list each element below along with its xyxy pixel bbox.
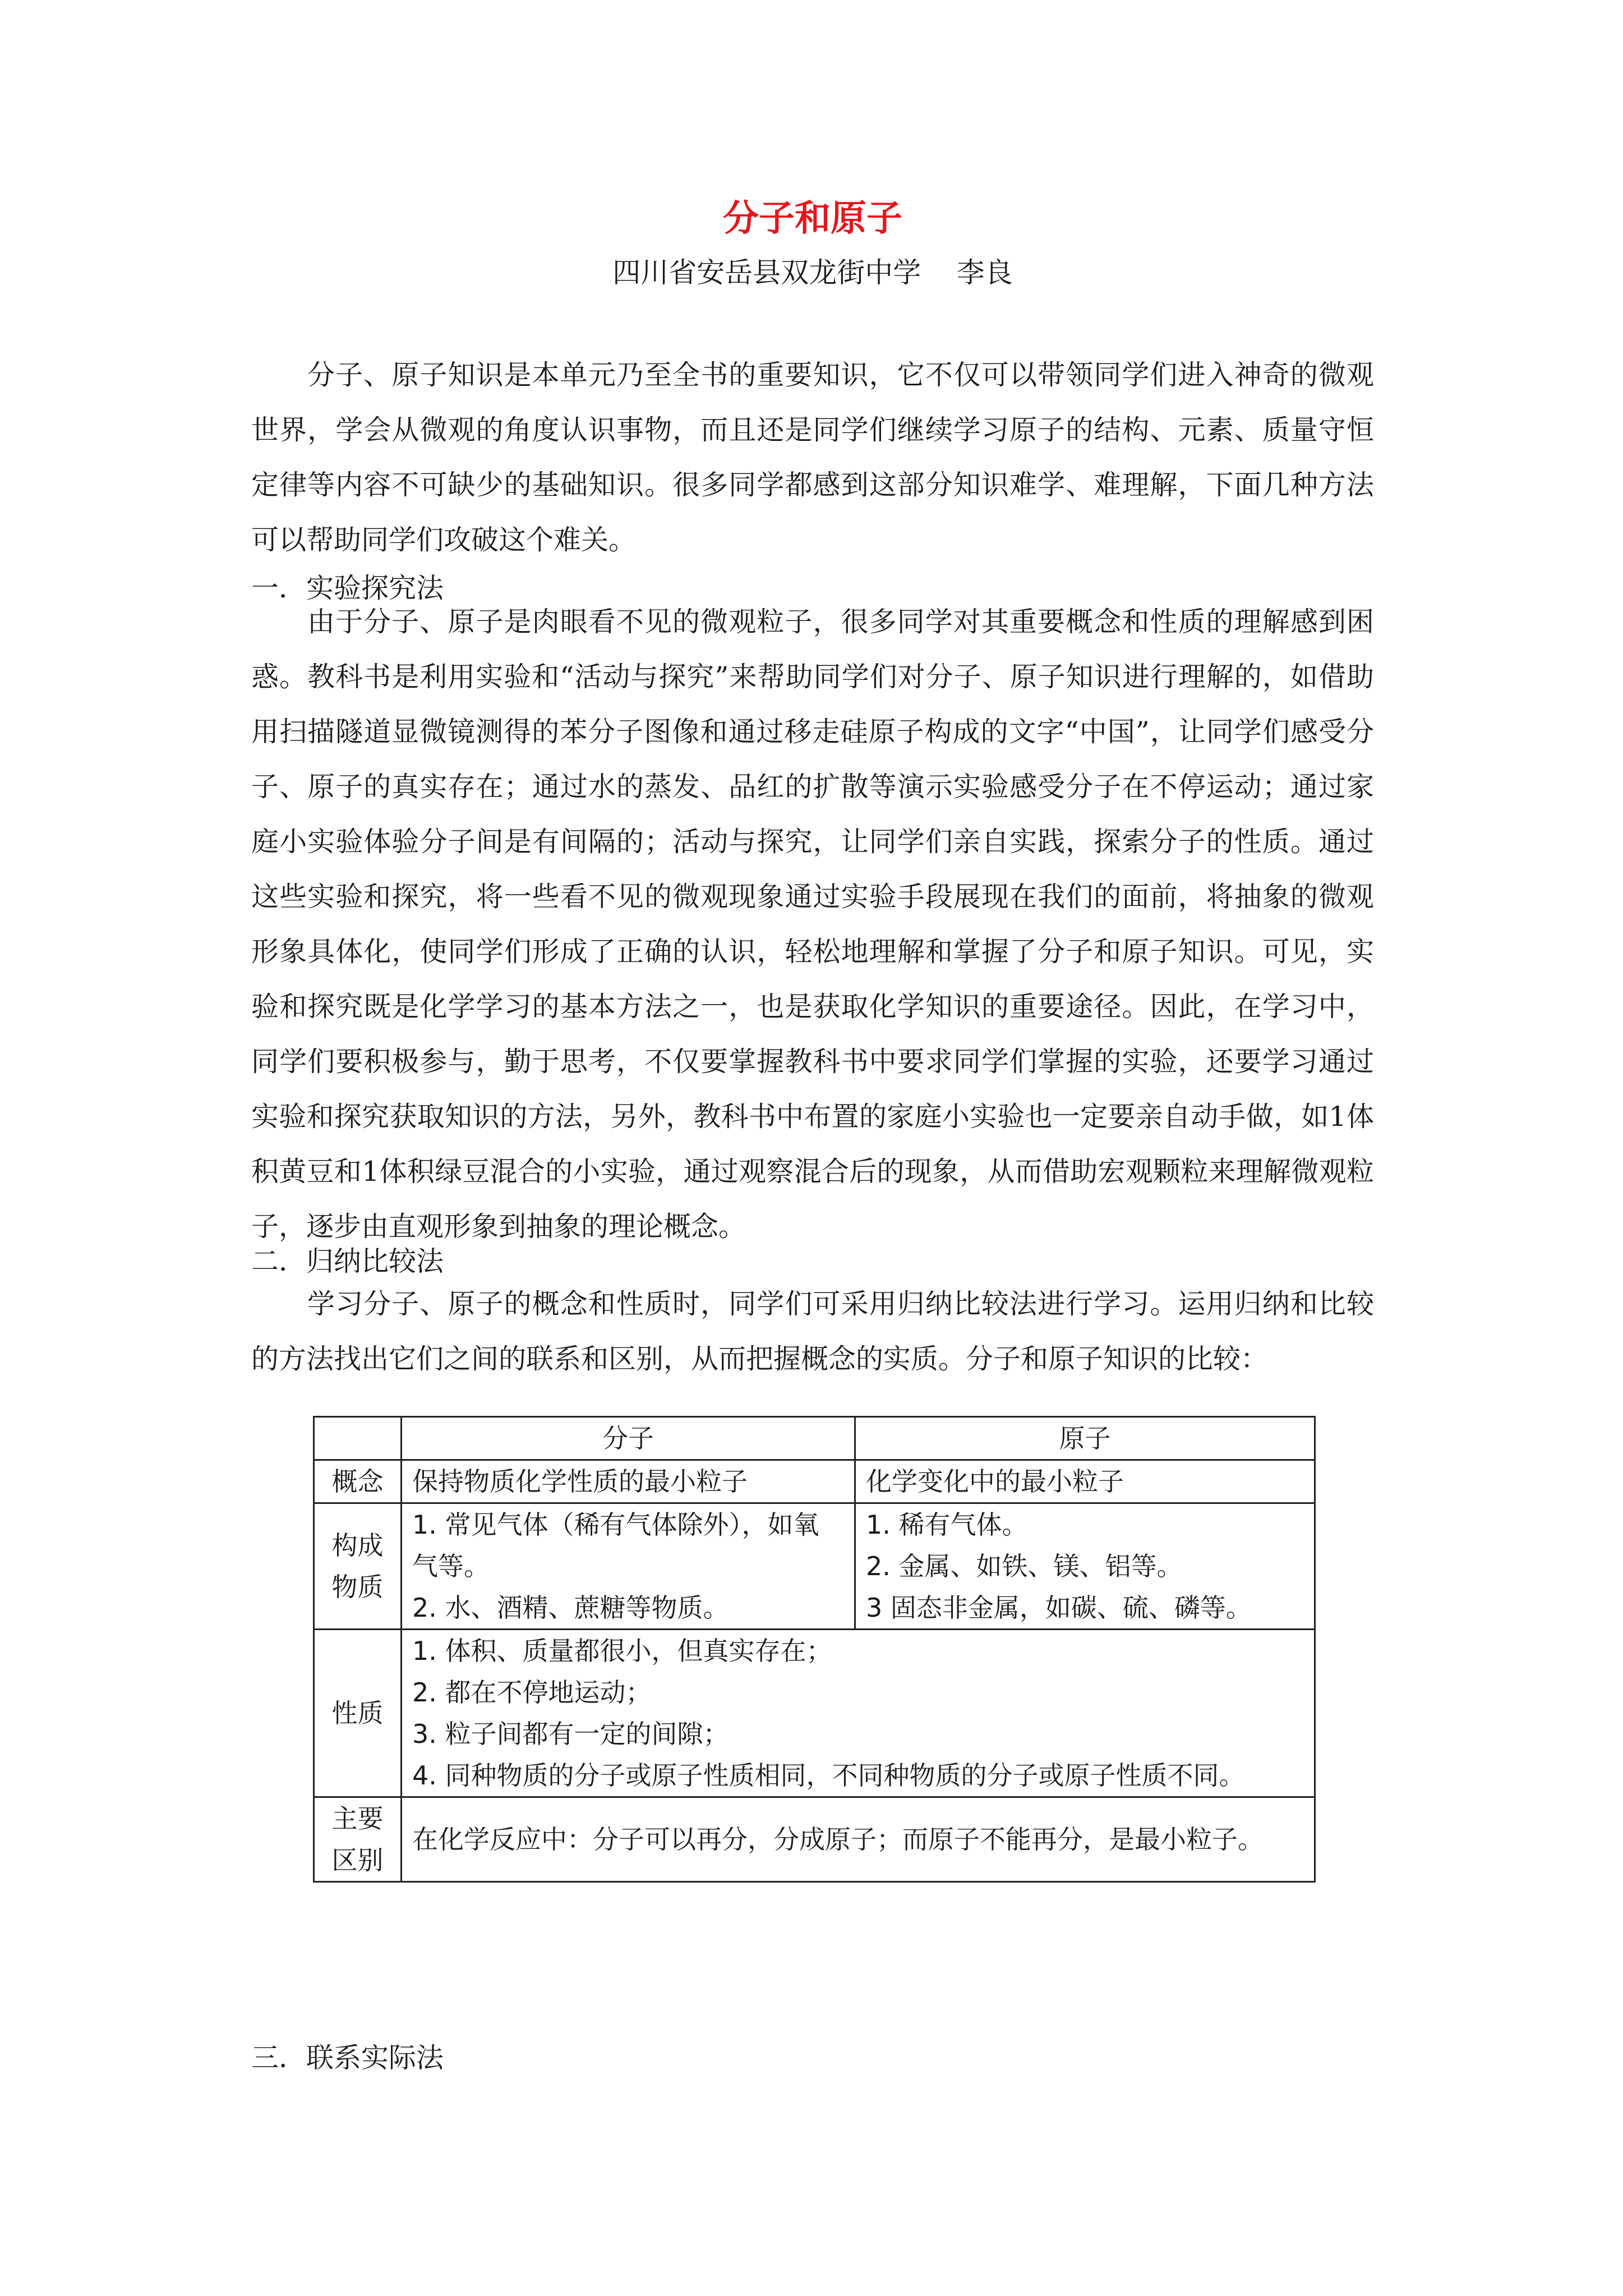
composition-atom-item: 1. 稀有气体。 — [866, 1510, 1028, 1540]
property-item: 2. 都在不停地运动； — [412, 1677, 652, 1708]
property-item: 1. 体积、质量都很小，但真实存在； — [412, 1636, 832, 1666]
composition-atom-item: 3 固态非金属，如碳、硫、磷等。 — [866, 1593, 1252, 1623]
property-item: 4. 同种物质的分子或原子性质相同，不同种物质的分子或原子性质不同。 — [412, 1760, 1245, 1791]
composition-molecule — [402, 1503, 855, 1630]
section-heading-comparison: 二．归纳比较法 — [251, 1245, 444, 1277]
table-header-row — [314, 1417, 1315, 1460]
table-row-composition — [314, 1503, 1315, 1630]
table-row-difference — [314, 1797, 1315, 1882]
table-row-concept — [314, 1460, 1315, 1503]
section-body-comparison: 学习分子、原子的概念和性质时，同学们可采用归纳比较法进行学习。运用归纳和比较的方法找出它们之间的联系和区别，从而把握概念的实质。分子和原子知识的比较： — [251, 1288, 1374, 1375]
document-title: 分子和原子 — [723, 198, 902, 240]
table-row-properties — [314, 1630, 1315, 1797]
section-heading-experiment: 一．实验探究法 — [251, 572, 444, 604]
table-header-atom: 原子 — [855, 1417, 1315, 1460]
table-corner-cell — [314, 1417, 402, 1460]
row-label-difference: 主要区别 — [314, 1797, 402, 1882]
composition-atom — [855, 1503, 1315, 1630]
concept-atom: 化学变化中的最小粒子 — [855, 1460, 1315, 1503]
section-heading-practice: 三．联系实际法 — [251, 2042, 444, 2074]
concept-molecule: 保持物质化学性质的最小粒子 — [402, 1460, 855, 1503]
author-byline: 四川省安岳县双龙街中学 李良 — [612, 256, 1013, 289]
composition-molecule-item: 2. 水、酒精、蔗糖等物质。 — [412, 1593, 729, 1623]
row-label-properties: 性质 — [314, 1630, 402, 1797]
row-label-composition: 构成物质 — [314, 1503, 402, 1630]
difference-text: 在化学反应中：分子可以再分，分成原子；而原子不能再分，是最小粒子。 — [402, 1797, 1315, 1882]
comparison-table — [313, 1416, 1316, 1883]
properties-shared — [402, 1630, 1315, 1797]
table-header-molecule: 分子 — [402, 1417, 855, 1460]
composition-atom-item: 2. 金属、如铁、镁、铝等。 — [866, 1551, 1183, 1581]
section-body-experiment: 由于分子、原子是肉眼看不见的微观粒子，很多同学对其重要概念和性质的理解感到困惑。教科书是利用实验和“活动与探究”来帮助同学们对分子、原子知识进行理解的，如借助用扫描隧道显微镜测得的苯分子图像和通过移走硅原子构成的文字“中国”，让同学们感受分子、原子的真实存在；通过水的蒸发、品红的扩散等演示实验感受分子在不停运动；通过家庭小实验体验分子间是有间隔的；活动与探究，让同学们亲自实践，探索分子的性质。通过这些实验和探究，将一些看不见的微观现象通过实验手段展现在我们的面前，将抽象的微观形象具体化，使同学们形成了正确的认识，轻松地理解和掌握了分子和原子知识。可见，实验和探究既是化学学习的基本方法之一，也是获取化学知识的重要途径。因此，在学习中，同学们要积极参与，勤于思考，不仅要掌握教科书中要求同学们掌握的实验，还要学习通过实验和探究获取知识的方法，另外，教科书中布置的家庭小实验也一定要亲自动手做，如1体积黄豆和1体积绿豆混合的小实验，通过观察混合后的现象，从而借助宏观颗粒来理解微观粒子，逐步由直观形象到抽象的理论概念。 — [251, 606, 1374, 1243]
intro-paragraph: 分子、原子知识是本单元乃至全书的重要知识，它不仅可以带领同学们进入神奇的微观世界，学会从微观的角度认识事物，而且还是同学们继续学习原子的结构、元素、质量守恒定律等内容不可缺少的基础知识。很多同学都感到这部分知识难学、难理解，下面几种方法可以帮助同学们攻破这个难关。 — [251, 359, 1374, 556]
row-label-concept: 概念 — [314, 1460, 402, 1503]
composition-molecule-item: 1. 常见气体（稀有气体除外），如氧气等。 — [412, 1510, 819, 1581]
property-item: 3. 粒子间都有一定的间隙； — [412, 1719, 729, 1749]
